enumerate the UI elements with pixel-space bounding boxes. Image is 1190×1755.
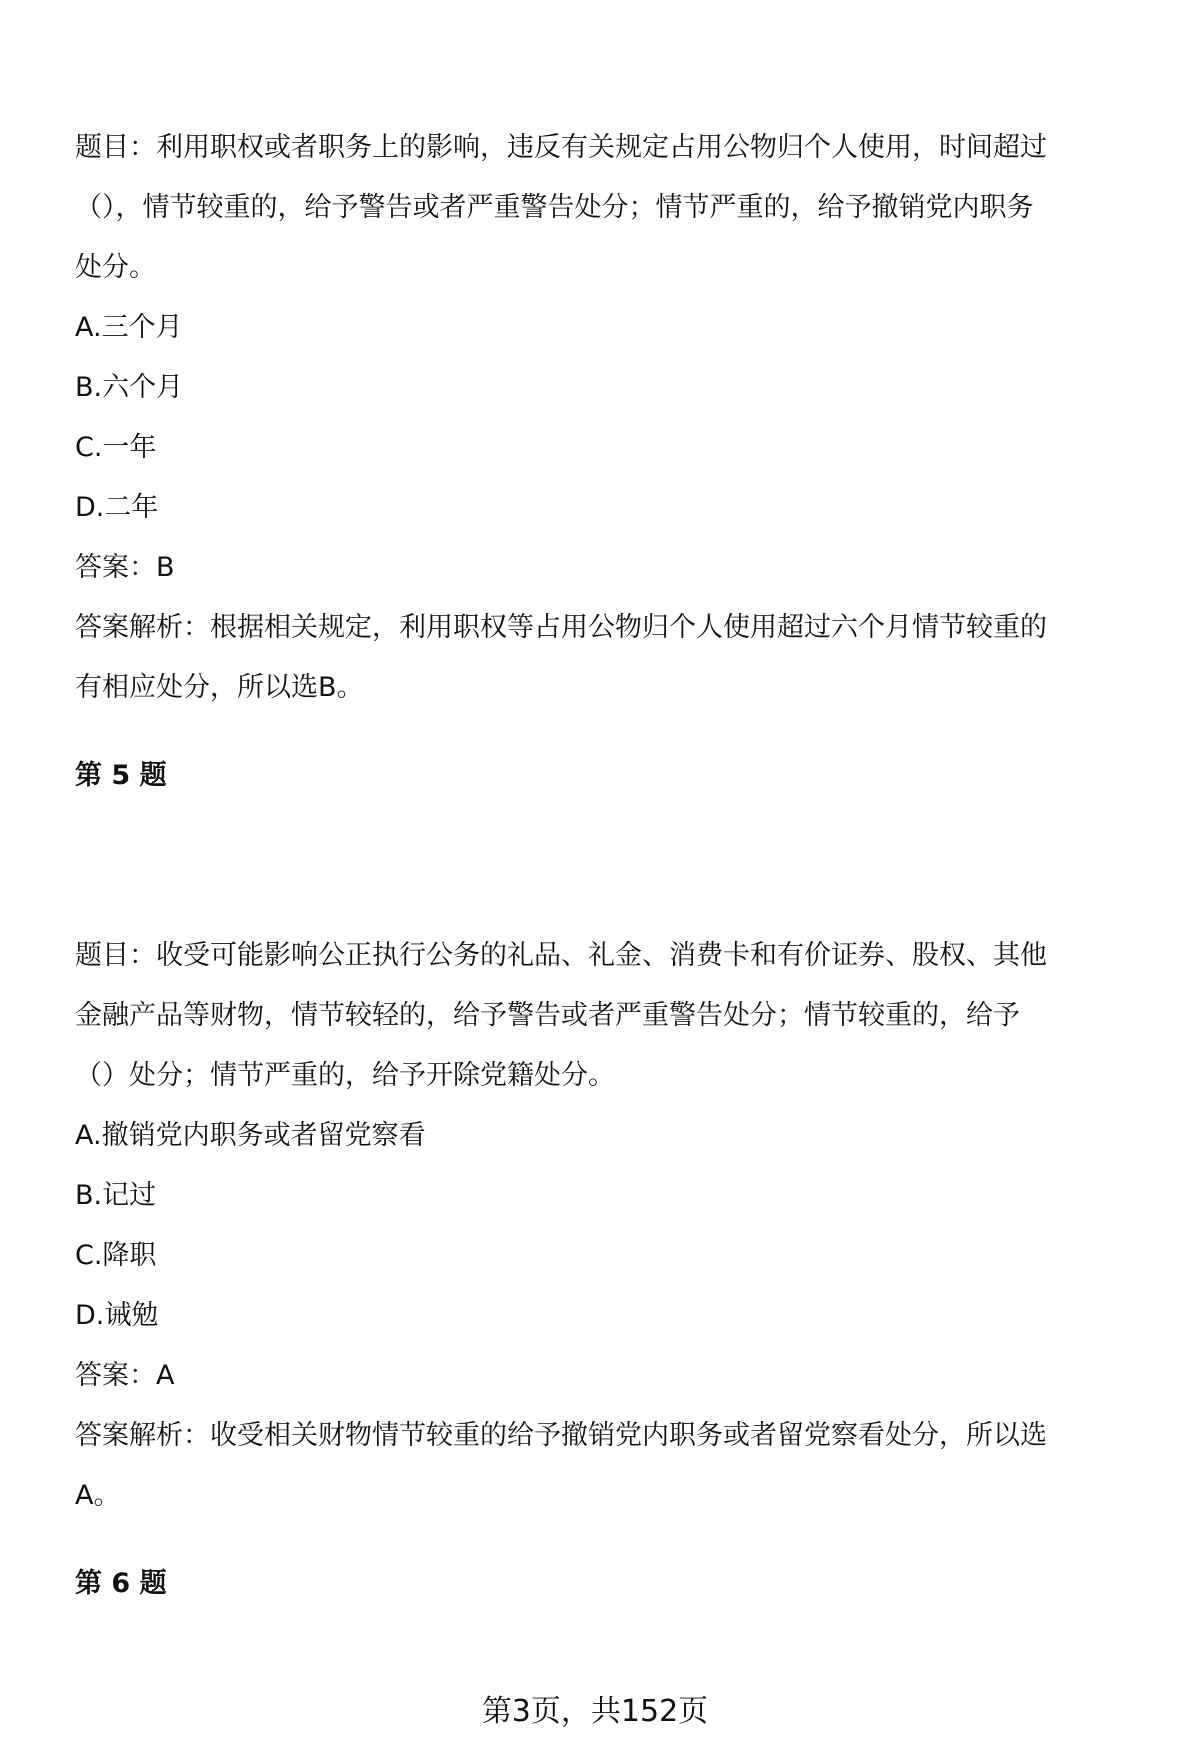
question-stem-line: 金融产品等财物，情节较轻的，给予警告或者严重警告处分；情节较重的，给予 (75, 1000, 1020, 1031)
answer-analysis-line: 答案解析：根据相关规定，利用职权等占用公物归个人使用超过六个月情节较重的 (75, 612, 1047, 643)
question-6-heading: 第 6 题 (75, 1568, 167, 1599)
option-d: D.诫勉 (75, 1300, 159, 1331)
question-5 (75, 926, 1165, 1526)
page-footer: 第3页，共152页 (481, 1694, 709, 1729)
question-5-heading: 第 5 题 (75, 760, 167, 791)
question-stem-line: （），情节较重的，给予警告或者严重警告处分；情节严重的，给予撤销党内职务 (75, 192, 1034, 223)
question-4 (75, 118, 1165, 718)
option-c: C.降职 (75, 1240, 157, 1271)
option-b: B.六个月 (75, 372, 184, 403)
answer: 答案：B (75, 552, 175, 583)
question-stem-line: 处分。 (75, 252, 156, 283)
answer-analysis-line: 有相应处分，所以选B。 (75, 672, 364, 703)
option-a: A.三个月 (75, 312, 183, 343)
answer-analysis-line: 答案解析：收受相关财物情节较重的给予撤销党内职务或者留党察看处分，所以选 (75, 1420, 1047, 1451)
question-stem-line: （）处分；情节严重的，给予开除党籍处分。 (75, 1060, 615, 1091)
answer: 答案：A (75, 1360, 175, 1391)
option-a: A.撤销党内职务或者留党察看 (75, 1120, 426, 1151)
question-stem-line: 题目：收受可能影响公正执行公务的礼品、礼金、消费卡和有价证券、股权、其他 (75, 940, 1047, 971)
document-page (75, 118, 1165, 1614)
answer-analysis-line: A。 (75, 1480, 121, 1511)
option-c: C.一年 (75, 432, 157, 463)
option-d: D.二年 (75, 492, 159, 523)
option-b: B.记过 (75, 1180, 157, 1211)
question-stem-line: 题目：利用职权或者职务上的影响，违反有关规定占用公物归个人使用，时间超过 (75, 132, 1047, 163)
